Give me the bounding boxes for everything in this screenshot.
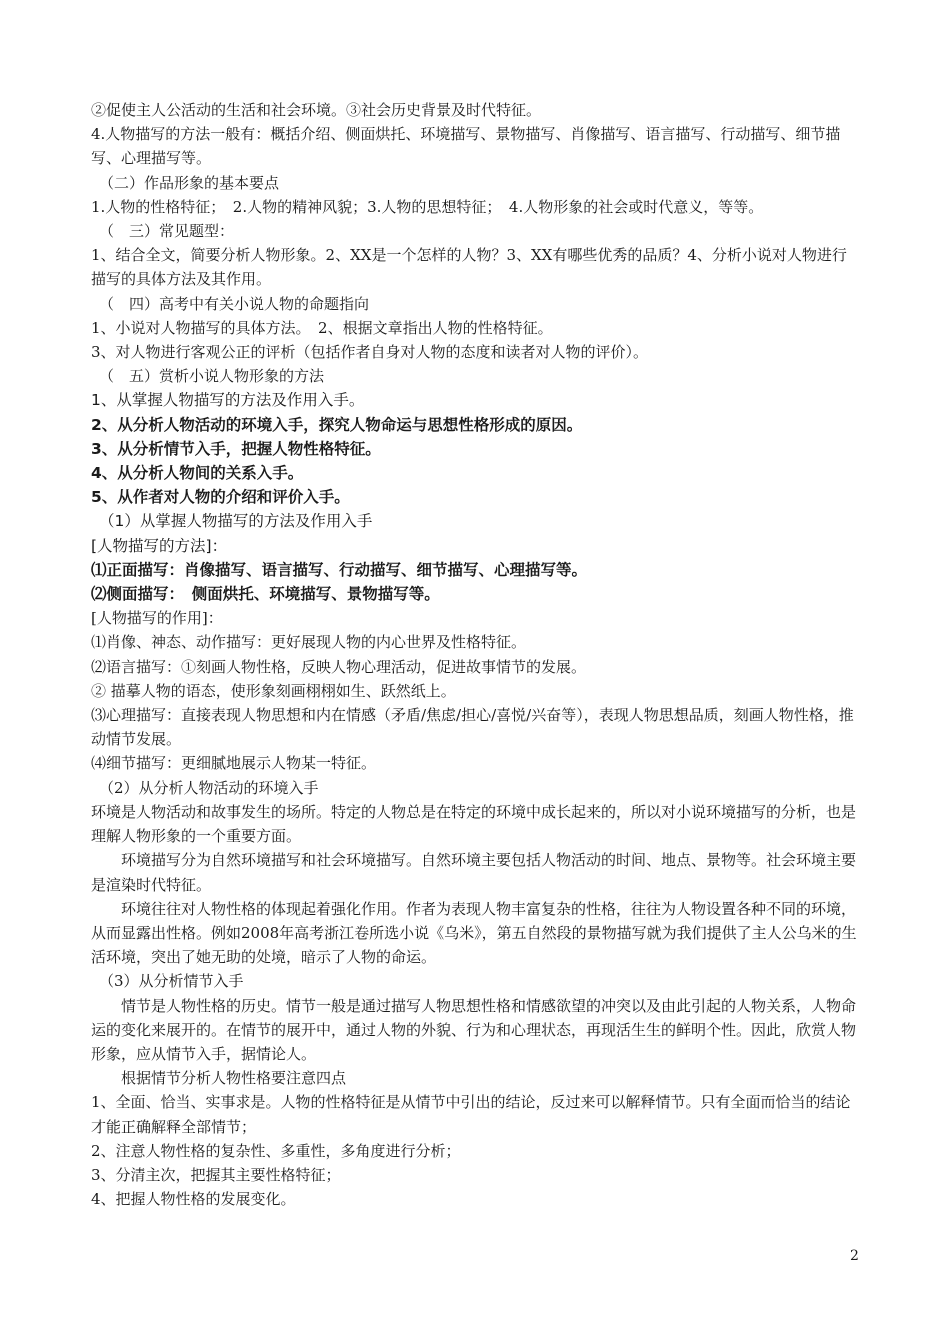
- text-line: ②促使主人公活动的生活和社会环境。③社会历史背景及时代特征。: [91, 101, 542, 119]
- text-line: 1.人物的性格特征； 2.人物的精神风貌；3.人物的思想特征； 4.人物形象的社会或时代意义，等等。: [91, 197, 764, 216]
- text-line: ⑷细节描写：更细腻地展示人物某一特征。: [91, 754, 377, 773]
- text-line: （ 三）常见题型：: [99, 222, 235, 241]
- text-line: 4、从分析人物间的关系入手。: [91, 464, 304, 483]
- page-number: 2: [850, 1248, 859, 1264]
- text-line: 2、从分析人物活动的环境入手，探究人物命运与思想性格形成的原因。: [91, 415, 583, 434]
- text-line: 4、把握人物性格的发展变化。: [91, 1190, 296, 1209]
- text-line: [人物描写的方法]：: [91, 536, 228, 555]
- text-line: （1）从掌握人物描写的方法及作用入手: [99, 512, 373, 531]
- text-line: （二）作品形象的基本要点: [99, 173, 280, 192]
- text-line: 3、对人物进行客观公正的评析（包括作者自身对人物的态度和读者对人物的评价）。: [91, 343, 649, 362]
- text-line: 3、分清主次，把握其主要性格特征；: [91, 1165, 341, 1184]
- text-line: ⑵侧面描写： 侧面烘托、环境描写、景物描写等。: [91, 585, 440, 604]
- text-line: 4.人物描写的方法一般有：概括介绍、侧面烘托、环境描写、景物描写、肖像描写、语言描写、行动描写、细节描写、心理描写等。: [91, 125, 841, 168]
- text-line: 情节是人物性格的历史。情节一般是通过描写人物思想性格和情感欲望的冲突以及由此引起的人物关系，人物命运的变化来展开的。在情节的展开中，通过人物的外貌、行为和心理状态，再现活生生的鲜明个性。因此，欣赏人物形象，应从情节入手，据情论人。: [91, 996, 857, 1063]
- text-line: 环境描写分为自然环境描写和社会环境描写。自然环境主要包括人物活动的时间、地点、景物等。社会环境主要是渲染时代特征。: [91, 851, 857, 894]
- text-line: [人物描写的作用]：: [91, 609, 223, 628]
- text-line: ⑴正面描写：肖像描写、语言描写、行动描写、细节描写、心理描写等。: [91, 560, 588, 579]
- text-line: 1、结合全文，简要分析人物形象。2、XX是一个怎样的人物？3、XX有哪些优秀的品质？4、分析小说对人物进行描写的具体方法及其作用。: [91, 246, 847, 289]
- text-line: ⑶心理描写：直接表现人物思想和内在情感（矛盾/焦虑/担心/喜悦/兴奋等），表现人物思想品质，刻画人物性格，推动情节发展。: [91, 706, 854, 749]
- text-line: ⑵语言描写：①刻画人物性格，反映人物心理活动，促进故事情节的发展。: [91, 657, 587, 676]
- text-line: 2、注意人物性格的复杂性、多重性，多角度进行分析；: [91, 1141, 461, 1160]
- text-line: 3、从分析情节入手，把握人物性格特征。: [91, 439, 381, 458]
- text-line: （ 五）赏析小说人物形象的方法: [99, 367, 325, 386]
- text-line: 1、从掌握人物描写的方法及作用入手。: [91, 391, 365, 410]
- text-line: ② 描摹人物的语态，使形象刻画栩栩如生、跃然纸上。: [91, 681, 456, 700]
- text-line: 环境是人物活动和故事发生的场所。特定的人物总是在特定的环境中成长起来的，所以对小说环境描写的分析，也是理解人物形象的一个重要方面。: [91, 802, 857, 846]
- text-line: 环境往往对人物性格的体现起着强化作用。作者为表现人物丰富复杂的性格，往往为人物设置各种不同的环境，从而显露出性格。例如2008年高考浙江卷所选小说《乌米》，第五自然段的景物描写就为我们提供了主人公乌米的生活环境，突出了她无助的处境，暗示了人物的命运。: [91, 899, 857, 967]
- text-line: （3）从分析情节入手: [99, 972, 244, 991]
- text-line: （2）从分析人物活动的环境入手: [99, 778, 319, 797]
- document-body: [91, 98, 861, 1211]
- text-line: 1、小说对人物描写的具体方法。 2、根据文章指出人物的性格特征。: [91, 318, 553, 337]
- text-line: ⑴肖像、神态、动作描写：更好展现人物的内心世界及性格特征。: [91, 633, 527, 652]
- text-line: 5、从作者对人物的介绍和评价入手。: [91, 488, 350, 507]
- text-line: 1、全面、恰当、实事求是。人物的性格特征是从情节中引出的结论，反过来可以解释情节。只有全面而恰当的结论才能正确解释全部情节；: [91, 1093, 851, 1136]
- text-line: 根据情节分析人物性格要注意四点: [121, 1069, 347, 1088]
- text-line: （ 四）高考中有关小说人物的命题指向: [99, 294, 370, 313]
